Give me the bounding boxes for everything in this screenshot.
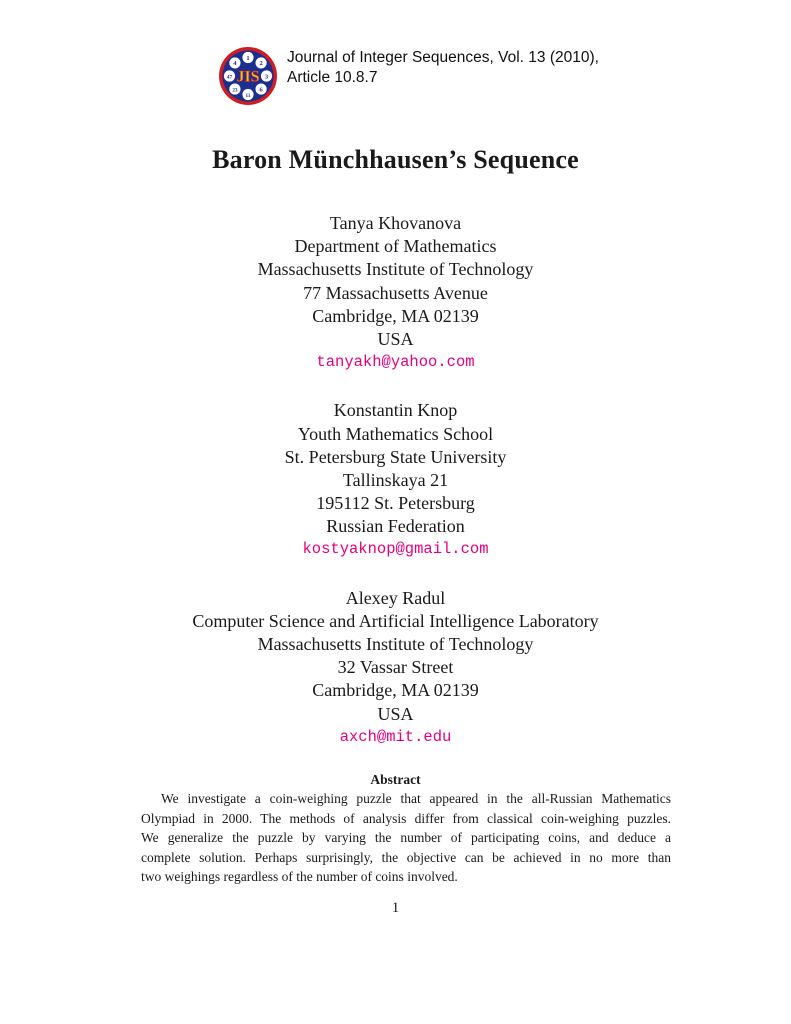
journal-citation-line2: Article 10.8.7 <box>287 69 378 86</box>
author-name: Tanya Khovanova <box>329 213 462 233</box>
author-email-link[interactable]: kostyaknop@gmail.com <box>302 540 489 559</box>
author-block <box>0 399 791 561</box>
author-address: 32 Vassar Street <box>337 657 454 678</box>
author-country: USA <box>377 328 414 349</box>
paper-title: Baron Münchhausen’s Sequence <box>212 145 579 174</box>
journal-logo-text: JIS <box>236 68 260 86</box>
author-block <box>0 587 791 749</box>
logo-number-label: 6 <box>259 86 263 94</box>
author-list <box>0 212 791 749</box>
logo-number-label: 4 <box>233 60 237 68</box>
logo-number-label: 11 <box>245 92 251 99</box>
author-address: 77 Massachusetts Avenue <box>303 282 488 303</box>
author-affiliation: St. Petersburg State University <box>284 446 507 467</box>
author-email-link[interactable]: tanyakh@yahoo.com <box>316 353 475 372</box>
abstract-line: We investigate a coin-weighing puzzle that appeared in the all-Russian Mathematics <box>161 791 671 806</box>
abstract-heading: Abstract <box>370 772 421 787</box>
author-affiliation: Massachusetts Institute of Technology <box>257 259 534 280</box>
author-block <box>0 212 791 374</box>
author-name: Alexey Radul <box>345 587 446 608</box>
logo-number-label: 23 <box>232 87 238 94</box>
abstract-line: Olympiad in 2000. The methods of analysis differ from classical coin-weighing puzzles. <box>141 810 671 826</box>
author-address: Cambridge, MA 02139 <box>312 680 479 701</box>
author-address: Cambridge, MA 02139 <box>312 305 479 326</box>
logo-number-label: 3 <box>264 73 269 81</box>
author-affiliation: Youth Mathematics School <box>297 423 494 444</box>
page-number: 1 <box>391 900 400 916</box>
author-country: Russian Federation <box>326 516 465 537</box>
abstract-body <box>141 789 671 887</box>
author-email-link[interactable]: axch@mit.edu <box>339 727 452 746</box>
journal-header <box>218 46 599 108</box>
logo-number-label: 47 <box>226 74 233 81</box>
abstract-line: We generalize the puzzle by varying the number of participating coins, and deduce a <box>141 830 671 845</box>
abstract-line: complete solution. Perhaps surprisingly, the objective can be achieved in no more than <box>141 849 671 865</box>
abstract-line: two weighings regardless of the number of coins involved. <box>141 869 458 884</box>
logo-number-label: 1 <box>246 54 250 62</box>
author-country: USA <box>377 703 414 724</box>
author-affiliation: Massachusetts Institute of Technology <box>257 634 534 654</box>
author-affiliation: Computer Science and Artificial Intelligence Laboratory <box>192 610 599 631</box>
author-name: Konstantin Knop <box>333 400 458 421</box>
journal-citation <box>287 48 599 88</box>
journal-citation-line1: Journal of Integer Sequences, Vol. 13 (2010), <box>287 49 599 66</box>
author-address: Tallinskaya 21 <box>342 469 449 490</box>
author-affiliation: Department of Mathematics <box>294 236 497 257</box>
author-address: 195112 St. Petersburg <box>316 493 475 514</box>
logo-number-label: 2 <box>259 60 263 68</box>
journal-logo-icon <box>218 46 278 106</box>
